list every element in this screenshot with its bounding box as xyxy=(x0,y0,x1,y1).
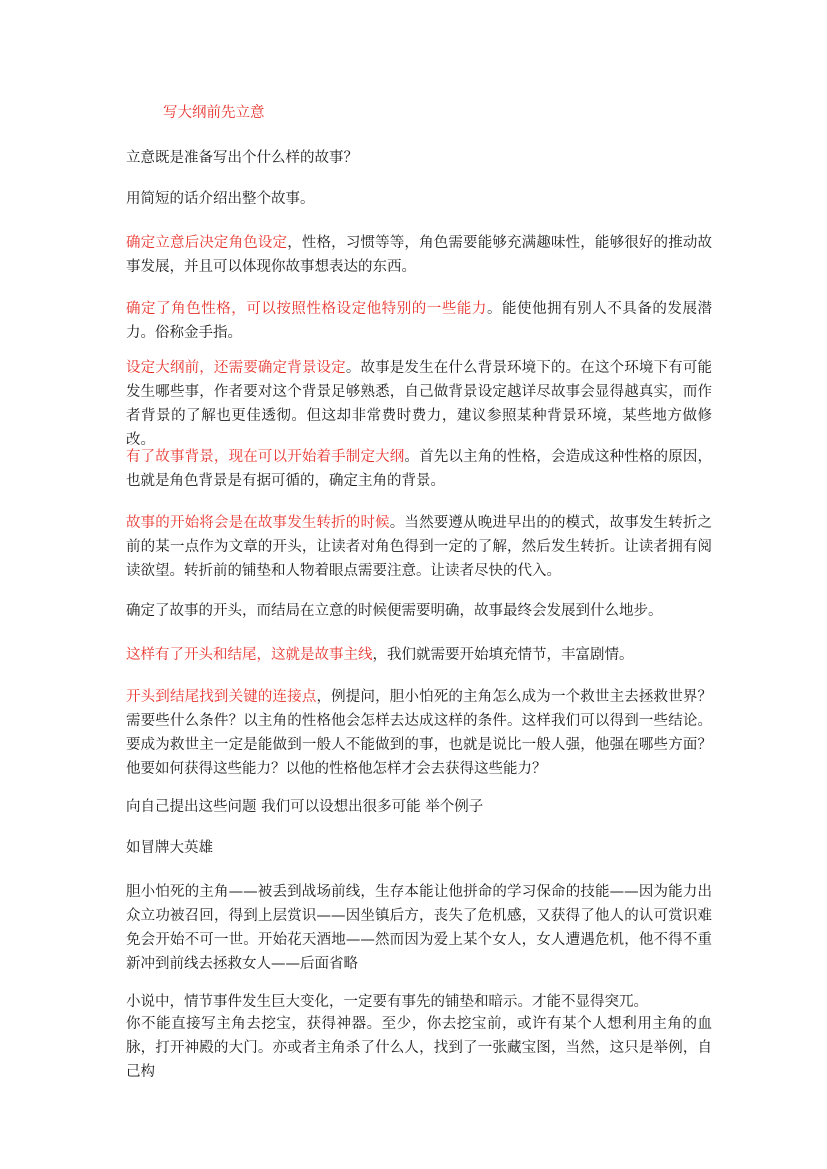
paragraph-5 xyxy=(126,356,712,452)
paragraph-2: 用简短的话介绍出整个故事。 xyxy=(126,191,315,207)
paragraph-14: 小说中，情节事件发生巨大变化，一定要有事先的铺垫和暗示。才能不显得突兀。 xyxy=(126,994,648,1010)
highlight-text: 开头到结尾找到关键的连接点 xyxy=(126,689,317,705)
paragraph-10 xyxy=(126,685,712,781)
body-text: 。故事是发生在什么背景环境下的。在这个环境下有可能发生哪些事，作者要对这个背景足够熟悉，自己做背景设定越详尽故事会显得越真实，而作者背景的了解也更佳透彻。但这却非常费时费力，建议参照某种背景环境，某些地方做修改。 xyxy=(126,360,713,448)
document-title: 写大纲前先立意 xyxy=(163,105,265,121)
body-text: 。首先以主角的性格，会造成这种性格的原因，也就是角色背景是有据可循的，确定主角的背景。 xyxy=(126,449,712,489)
highlight-text: 确定立意后决定角色设定 xyxy=(126,235,288,251)
body-text: ，性格，习惯等等，角色需要能够充满趣味性，能够很好的推动故事发展，并且可以体现你故事想表达的东西。 xyxy=(126,235,713,275)
highlight-text: 有了故事背景，现在可以开始着手制定大纲 xyxy=(126,449,405,465)
paragraph-4 xyxy=(126,297,712,345)
highlight-text: 这样有了开头和结尾，这就是故事主线 xyxy=(126,647,373,663)
body-text: ，例提问，胆小怕死的主角怎么成为一个救世主去拯救世界？需要些什么条件？以主角的性格他会怎样去达成这样的条件。这样我们可以得到一些结论。要成为救世主一定是能做到一般人不能做到的事，也就是说比一般人强，他强在哪些方面？他要如何获得这些能力？以他的性格他怎样才会去获得这些能力？ xyxy=(126,689,712,777)
highlight-text: 确定了角色性格，可以按照性格设定他特别的一些能力 xyxy=(126,301,487,317)
paragraph-15: 你不能直接写主角去挖宝，获得神器。至少，你去挖宝前，或许有某个人想利用主角的血脉，打开神殿的大门。亦或者主角杀了什么人，找到了一张藏宝图，当然，这只是举例，自己构 xyxy=(126,1016,712,1080)
paragraph-3 xyxy=(126,231,712,279)
paragraph-11: 向自己提出这些问题 我们可以设想出很多可能 举个例子 xyxy=(126,799,484,815)
paragraph-8: 确定了故事的开头，而结局在立意的时候便需要明确，故事最终会发展到什么地步。 xyxy=(126,603,663,619)
highlight-text: 设定大纲前，还需要确定背景设定 xyxy=(126,360,346,376)
paragraph-7 xyxy=(126,511,712,583)
highlight-text: 故事的开始将会是在故事发生转折的时候 xyxy=(126,515,390,531)
paragraph-12: 如冒牌大英雄 xyxy=(126,840,213,856)
body-text: ，我们就需要开始填充情节，丰富剧情。 xyxy=(372,647,634,663)
body-text: 。能使他拥有别人不具备的发展潜力。俗称金手指。 xyxy=(126,301,713,341)
body-text: 。当然要遵从晚进早出的的模式，故事发生转折之前的某一点作为文章的开头，让读者对角色得到一定的了解，然后发生转折。让读者拥有阅读欲望。转折前的铺垫和人物着眼点需要注意。让读者尽快的代入。 xyxy=(126,515,713,579)
paragraph-13: 胆小怕死的主角——被丢到战场前线，生存本能让他拼命的学习保命的技能——因为能力出众立功被召回，得到上层赏识——因坐镇后方，丧失了危机感，又获得了他人的认可赏识难免会开始不可一世。开始花天酒地——然而因为爱上某个女人，女人遭遇危机，他不得不重新冲到前线去拯救女人——后面省略 xyxy=(126,884,712,972)
paragraph-1: 立意既是准备写出个什么样的故事？ xyxy=(126,150,358,166)
paragraph-9 xyxy=(126,643,712,667)
paragraph-6 xyxy=(126,445,712,493)
